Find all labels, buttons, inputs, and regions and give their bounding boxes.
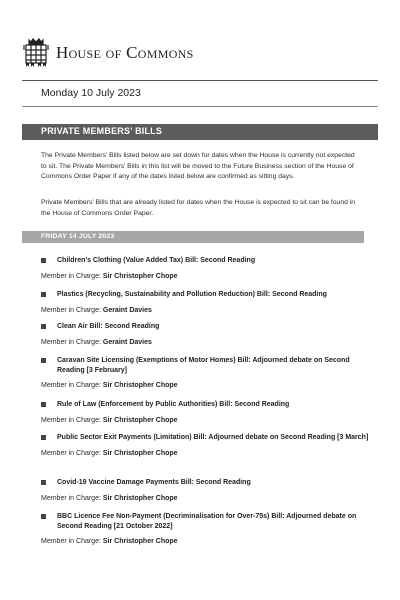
bullet-icon: [41, 358, 46, 363]
house-title: House of Commons: [56, 43, 194, 62]
member-in-charge: Member in Charge: Sir Christopher Chope: [41, 449, 178, 457]
day-title: FRIDAY 14 JULY 2023: [41, 233, 115, 240]
member-name: Sir Christopher Chope: [102, 449, 178, 457]
member-name: Geraint Davies: [102, 338, 152, 346]
intro-paragraph-1: The Private Members’ Bills listed below are set down for dates when the House is currently not expected to sit. The Private Members’ Bills in this list will be moved to the Future Business section of the House of Commons Order Paper if any of the dates listed below are confirmed as sitting days.: [41, 152, 355, 180]
bill-title: Public Sector Exit Payments (Limitation) Bill: Adjourned debate on Second Reading [3 March]: [41, 433, 371, 443]
member-in-charge: Member in Charge: Geraint Davies: [41, 306, 152, 314]
day-heading: [22, 231, 364, 243]
bullet-icon: [41, 480, 46, 485]
bill-title: Children’s Clothing (Value Added Tax) Bill: Second Reading: [41, 256, 371, 266]
bullet-icon: [41, 402, 46, 407]
bill-item: [41, 478, 371, 503]
date-rule: [22, 106, 378, 107]
section-heading: [22, 124, 378, 140]
bill-item: [41, 400, 371, 425]
bill-item: [41, 356, 371, 391]
member-name: Geraint Davies: [102, 306, 152, 314]
bill-item: [41, 512, 371, 547]
member-in-charge: Member in Charge: Sir Christopher Chope: [41, 494, 178, 502]
member-in-charge: Member in Charge: Sir Christopher Chope: [41, 382, 178, 390]
bill-title: Clean Air Bill: Second Reading: [41, 322, 371, 332]
bill-title: Rule of Law (Enforcement by Public Authorities) Bill: Second Reading: [41, 400, 371, 410]
member-in-charge: Member in Charge: Sir Christopher Chope: [41, 538, 178, 546]
member-in-charge: Member in Charge: Geraint Davies: [41, 338, 152, 346]
bill-title: Plastics (Recycling, Sustainability and Pollution Reduction) Bill: Second Reading: [41, 290, 371, 300]
intro-paragraph-2: Private Members’ Bills that are already listed for dates when the House is expected to sit can be found in the House of Commons Order Paper.: [41, 199, 356, 217]
bullet-icon: [41, 514, 46, 519]
member-name: Sir Christopher Chope: [102, 416, 178, 424]
bill-item: [41, 322, 371, 347]
bill-title: BBC Licence Fee Non-Payment (Decriminalisation for Over-75s) Bill: Adjourned debate on Second Reading [21 October 2022]: [41, 512, 371, 531]
bullet-icon: [41, 324, 46, 329]
member-name: Sir Christopher Chope: [102, 494, 178, 502]
bullet-icon: [41, 435, 46, 440]
bill-title: Caravan Site Licensing (Exemptions of Motor Homes) Bill: Adjourned debate on Second Reading [3 February]: [41, 356, 371, 375]
date: Monday 10 July 2023: [41, 87, 141, 99]
bill-item: [41, 290, 371, 315]
bullet-icon: [41, 258, 46, 263]
member-name: Sir Christopher Chope: [102, 272, 178, 280]
bill-title: Covid-19 Vaccine Damage Payments Bill: Second Reading: [41, 478, 371, 488]
bill-item: [41, 256, 371, 281]
member-in-charge: Member in Charge: Sir Christopher Chope: [41, 416, 178, 424]
member-in-charge: Member in Charge: Sir Christopher Chope: [41, 272, 178, 280]
member-name: Sir Christopher Chope: [102, 538, 178, 546]
bullet-icon: [41, 292, 46, 297]
member-name: Sir Christopher Chope: [102, 382, 178, 390]
header-rule: [22, 80, 378, 81]
portcullis-icon: [22, 38, 50, 68]
bill-item: [41, 433, 371, 458]
header: [22, 38, 194, 68]
section-title: PRIVATE MEMBERS’ BILLS: [41, 126, 163, 136]
